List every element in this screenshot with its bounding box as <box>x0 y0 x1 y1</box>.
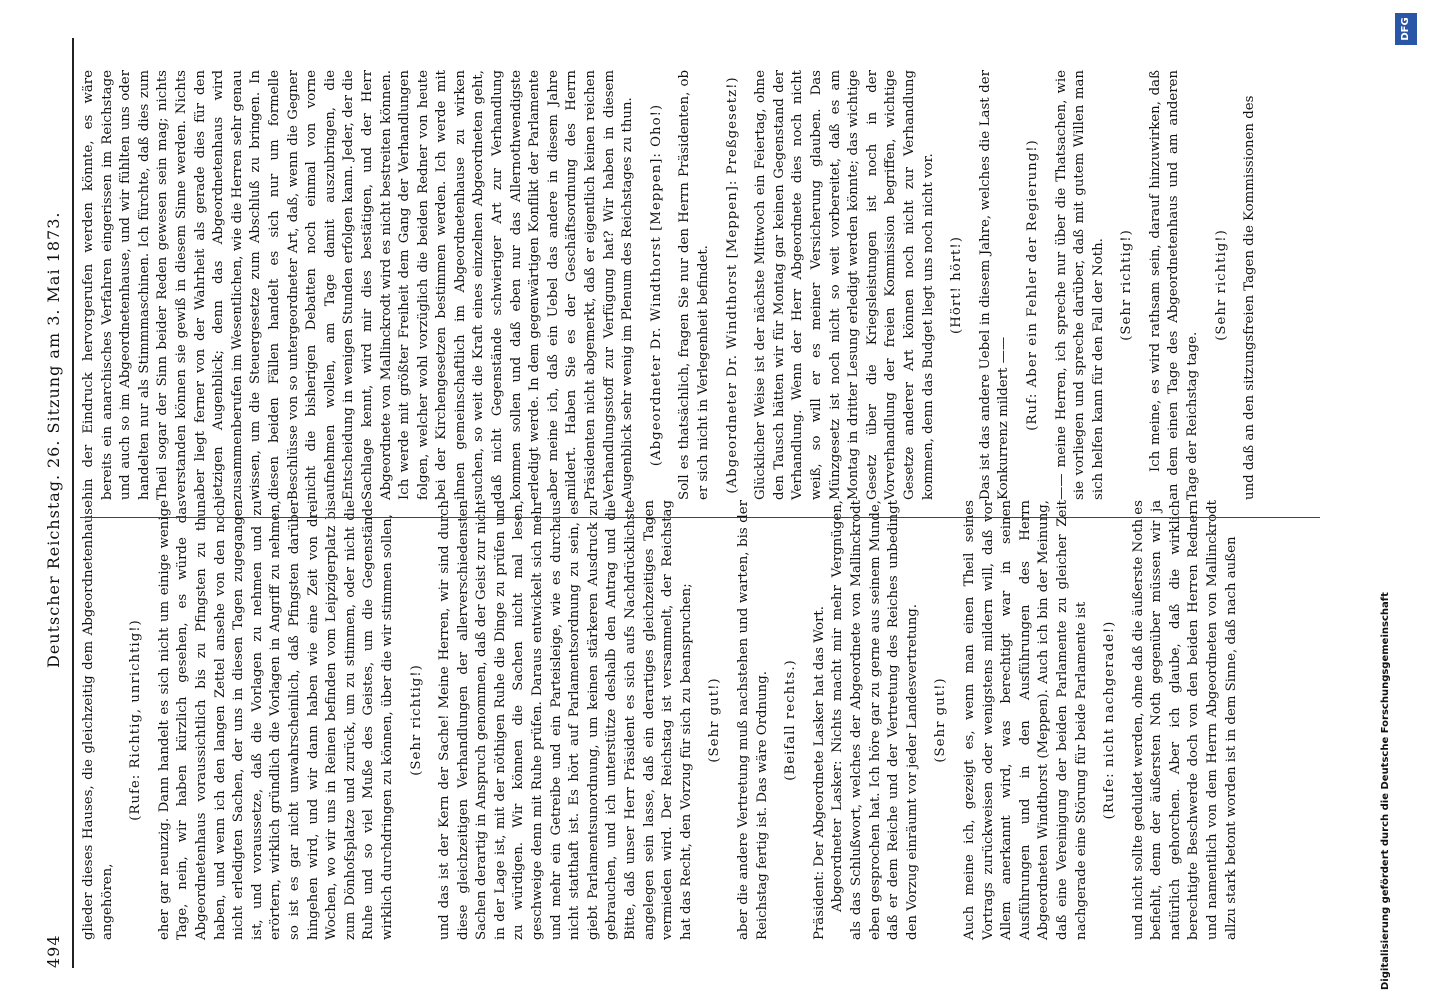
interjection: (Sehr richtig!) <box>1119 229 1135 341</box>
page-number: 494 <box>44 934 63 968</box>
paragraph: glieder dieses Hauses, die gleichzeitig dem Abgeordnetenhause angehören, <box>81 500 115 940</box>
session-title: 26. Sitzung am 3. Mai 1873. <box>44 211 63 468</box>
interjection: (Rufe: Richtig, unrichtig!) <box>128 619 144 821</box>
paragraph: und das ist der Kern der Sache! Meine Herren, wir sind durch diese gleichzeitigen Verhandlungen der allerverschiedensten Sachen derartig in Anspruch genommen, daß der Geist zur nicht in der Lage ist, mit der nöthigen Ruhe die Dinge zu prüfen und zu würdigen. Wir können die Sachen nicht mal lesen, geschweige denn mit Ruhe prüfen. Daraus entwickelt sich mehr und mehr ein Getreibe und ein Parteisleige, wie es durchaus nicht statthaft ist. Es hört auf Parlamentsordnung zu sein, es giebt Parlamentsunordnung, um keinen stärkeren Ausdruck zu gebrauchen, und ich unterstütze deshalb den Antrag und die Bitte, daß unser Herr Präsident es sich aufs Nachdrücklichste angelegen sein lasse, daß ein derartiges gleichzeitiges Tagen vermieden wird. Der Reichstag ist versammelt, der Reichstag hat das Recht, den Vorzug für sich zu beanspruchen; <box>437 500 694 940</box>
page-header <box>40 38 72 968</box>
interjection: (Beifall rechts.) <box>783 659 799 781</box>
digitization-credit: Digitalisierung gefördert durch die Deutsche Forschungsgemeinschaft <box>1380 592 1391 990</box>
paragraph: und nicht sollte geduldet werden, ohne daß die äußerste Noth es befiehlt, denn der äußersten Noth gegenüber müssen wir ja natürlich gehorchen. Aber ich glaube, daß die wirklich berechtigte Beschwerde doch von den beiden Herren Rednern und namentlich von dem Herrn Abgeordneten von Mallinckrodt allzu stark betont worden ist in dem Sinne, daß nach außen <box>1130 500 1239 940</box>
paragraph: —— meine Herren, ich spreche nur über die Thatsachen, wie sie vorliegen und spreche darüber, daß mit gutem Willen man sich helfen kann für den Fall der Noth. <box>1053 70 1106 500</box>
interjection: (Sehr gut!) <box>933 677 949 763</box>
interjection: (Sehr gut!) <box>707 677 723 763</box>
paragraph: aber die andere Vertretung muß nachstehen und warten, bis der Reichstag fertig ist. Das wäre Ordnung. <box>736 500 770 940</box>
interjection: (Abgeordneter Dr. Windthorst [Meppen]: Oho!) <box>648 103 664 467</box>
header-rule <box>72 38 74 968</box>
interjection: (Ruf: Aber ein Fehler der Regierung!) <box>1024 139 1040 431</box>
left-text-column <box>80 500 1392 940</box>
paragraph: Abgeordneter Lasker: Nichts macht mir mehr Vergnügen, als das Schlußwort, welches der Abgeordnete von Mallinckrodt eben gesprochen hat. Ich höre gar zu gerne aus seinem Munde, daß er dem Reiche und der Vertretung des Reiches unbedingt den Vorzug einräumt vor jeder Landesvertretung. <box>830 500 920 940</box>
paragraph: hin der Eindruck hervorgerufen werden könnte, es wäre bereits ein anarchisches Verfahren eingerissen im Reichstage und auch so im Abgeordnetenhause, und wir fühlten uns oder handelten nur als Stimmmaschinen. Ich fürchte, daß dies zum Theil sogar der Sinn beider Reden gewesen sein mag; nichts verstanden können sie gewiß in diesem Sinne werden. Nichts aber liegt ferner von der Wahrheit als gerade dies für den jetzigen Augenblick; denn das Abgeordnetenhaus wird zusammenberufen im Wesentlichen, wie die Herren sehr genau wissen, um die Steuergesetze zum Abschluß zu bringen. In diesen beiden Fällen handelt es sich nur um formelle Beschlüsse von so untergeordneter Art, daß, wenn die Gegner nicht die bisherigen Debatten noch einmal von vorne aufnehmen wollen, am Tage damit auszubringen, die Entscheidung in wenigen Stunden erfolgen kann. Jeder, der die Sachlage kennt, wird mir dies bestätigen, und der Herr Abgeordnete von Mallinckrodt wird es nicht bestreiten können. Ich werde mit größter Freiheit dem Gang der Verhandlungen folgen, welcher wohl vorzüglich die beiden Redner von heute bei der Kirchengesetzen bestimmen werden. Ich werde mit ihnen gemeinschaftlich im Abgeordnetenhause zu wirken suchen, so weit die Kraft eines einzelnen Abgeordneten geht, daß nicht Gegenstände schwieriger Art zur Verhandlung kommen sollen und daß eben nur das Allernothwendigste erledigt werde. In dem gegenwärtigen Konflikt der Parlamente aber meine ich, daß ein Uebel das andere in diesem Jahre mildert. Haben Sie es der Geschäftsordnung des Herrn Präsidenten nicht abgemerkt, daß er eigentlich keinen reichen Verhandlungsstoff zur Verfügung hat? Wir haben in diesem Augenblick sehr wenig im Plenum des Reichstages zu thun. <box>81 70 636 500</box>
interjection: (Abgeordneter Dr. Windthorst [Meppen]: Preßgesetz!) <box>724 76 740 494</box>
paragraph: und daß an den sitzungsfreien Tagen die Kommissionen des <box>1242 95 1258 500</box>
interjection: (Sehr richtig!) <box>408 664 424 776</box>
paragraph: Auch meine ich, gezeigt es, wenn man einen Theil seines Vortrags zurückweisen oder wenigstens mildern will, daß vor Allem anerkannt wird, was berechtigt war in seinen Ausführungen und in den Ausführungen des Herrn Abgeordneten Windthorst (Meppen). Auch ich bin der Meinung, daß eine Vereinigung der beiden Parlamente zu gleicher Zeit nachgerade eine Störung für beide Parlamente ist <box>961 500 1089 940</box>
paragraph: eher gar neunzig. Dann handelt es sich nicht um einige wenige Tage, nein, wir haben kürzlich gesehen, es würde das Abgeordnetenhaus voraussichtlich bis zu Pfingsten zu thun haben, und wenn ich den langen Zettel ansehe von den noch nicht erledigten Sachen, der uns in diesen Tagen zugegangen ist, und voraussetze, daß die Vorlagen zu nehmen und zu erörtern, wirklich gründlich die Vorlagen in Angriff zu nehmen, so ist es gar nicht unwahrscheinlich, daß Pfingsten darüber hingehen wird, und wir dann haben wie eine Zeit von drei Wochen, wo wir uns in Reinen befinden vom Leipzigerplatz bis zum Dönhofsplatze und zurück, um zu stimmen, oder nicht die Ruhe und so viel Muße des Geistes, um die Gegenstände wirklich durchdringen zu können, über die wir stimmen sollen, <box>156 500 395 940</box>
paragraph: Soll es thatsächlich, fragen Sie nur den Herrn Präsidenten, ob er sich nicht in Verlegenheit befindet. <box>677 70 711 500</box>
dfg-logo: DFG <box>1395 13 1417 45</box>
interjection: (Rufe: nicht nachgerade!) <box>1102 620 1118 820</box>
paragraph: Das ist das andere Uebel in diesem Jahre, welches die Last der Konkurrenz mildert —— <box>977 70 1012 500</box>
right-text-column <box>80 70 1392 500</box>
interjection: (Hört! hört!) <box>949 236 965 334</box>
paragraph: Präsident: Der Abgeordnete Lasker hat das Wort. <box>811 606 827 940</box>
paragraph: Glücklicher Weise ist der nächste Mittwoch ein Feiertag, ohne den Tausch hätten wir für Montag gar keinen Gegenstand der Verhandlung. Wenn der Herr Abgeordnete dies noch nicht weiß, so will er es meiner Versicherung glauben. Das Münzgesetz ist noch nicht so weit vorbereitet, daß es am Montag in dritter Lesung erledigt werden könnte; das wichtige Gesetz über die Kriegsleistungen ist noch in der Vorverhandlung der freien Kommission begriffen, wichtige Gesetze anderer Art können noch nicht zur Verhandlung kommen, denn das Budget liegt uns noch nicht vor. <box>753 70 936 500</box>
paragraph: Ich meine, es wird rathsam sein, darauf hinzuwirken, daß an dem einen Tage des Abgeordnetenhaus und am anderen Tage der Reichstag tage. <box>1147 70 1201 500</box>
publication-title: Deutscher Reichstag. <box>44 473 63 668</box>
interjection: (Sehr richtig!) <box>1213 229 1229 341</box>
column-separator <box>80 517 1320 518</box>
